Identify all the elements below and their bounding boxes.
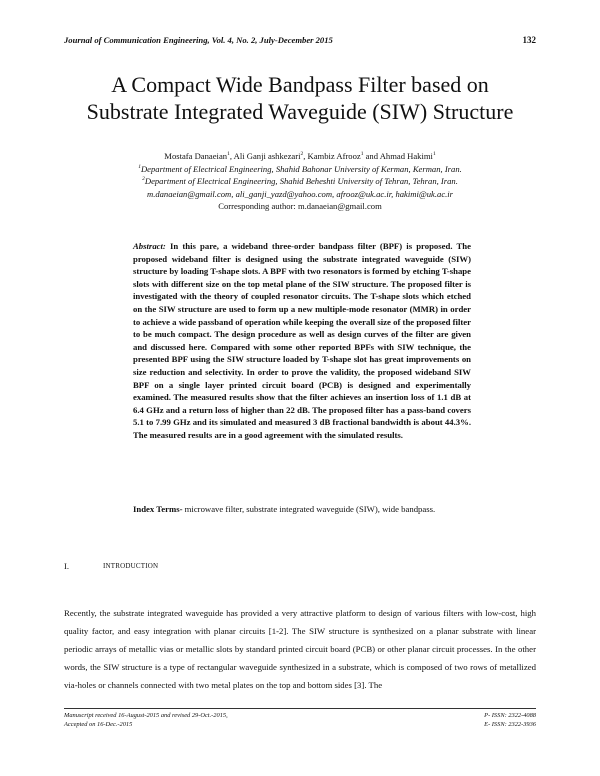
index-terms-text: microwave filter, substrate integrated waveguide (SIW), wide bandpass.: [182, 504, 436, 514]
author-1-affil: 1: [227, 151, 230, 158]
author-emails: m.danaeian@gmail.com, ali_ganji_yazd@yahoo.com, afrooz@uk.ac.ir, hakimi@uk.ac.ir: [146, 188, 454, 199]
journal-header: Journal of Communication Engineering, Vol. 4, No. 2, July-December 2015: [64, 35, 333, 45]
author-list: [40, 150, 560, 163]
index-terms-label: Index Terms-: [133, 504, 183, 514]
index-terms: [133, 503, 471, 516]
title-line-2: Substrate Integrated Waveguide (SIW) Structure: [86, 99, 514, 124]
accepted-date: Accepted on 16-Dec.-2015: [64, 721, 133, 728]
author-3-affil: 1: [360, 151, 364, 158]
manuscript-dates: [64, 711, 228, 729]
author-2: , Ali Ganji ashkezari: [229, 151, 301, 161]
received-date: Manuscript received 16-August-2015 and revised 29-Oct.-2015,: [64, 712, 228, 719]
author-4: and Ahmad Hakimi: [363, 151, 433, 161]
issn-block: [484, 711, 536, 729]
abstract: [133, 240, 471, 442]
introduction-paragraph: Recently, the substrate integrated waveguide has provided a very attractive platform to design of various filters with low-cost, high quality factor, and easy integration with planar circuits [1-2]. The SIW structure is synthesized on a planar substrate with linear periodic arrays of metallic vias or metallic slots by standard printed circuit board (PCB) or other planar circuit processes. In the other words, the SIW structure is a type of rectangular waveguide synthesized in a substrate, which is composed of two rows of metallized via-holes or channels connected with two metal plates on the top and bottom sides [3]. The: [64, 608, 536, 691]
affiliation-1-num: 1: [138, 163, 141, 170]
author-1: Mostafa Danaeian: [164, 151, 228, 161]
section-title: INTRODUCTION: [103, 562, 159, 570]
paper-title: [40, 71, 560, 125]
affiliation-2-text: Department of Electrical Engineering, Shahid Beheshti University of Tehran, Tehran, Iran.: [144, 176, 458, 186]
affiliation-1-text: Department of Electrical Engineering, Shahid Bahonar University of Kerman, Kerman, Iran.: [140, 163, 462, 174]
affiliation-1: [40, 163, 560, 176]
electronic-issn: E- ISSN: 2322-3936: [484, 721, 536, 728]
section-number: I.: [64, 561, 70, 571]
abstract-label: Abstract:: [133, 241, 166, 251]
affiliation-2: [40, 175, 560, 188]
author-2-affil: 2: [300, 151, 304, 158]
abstract-text: In this pare, a wideband three-order bandpass filter (BPF) is proposed. The proposed wideband filter is designed using the substrate integrated waveguide (SIW) structure by loading T-shape slots. A BPF with two resonators is formed by etching T-shape slots with different size on the top metal plane of the SIW structure. The proposed filter is investigated with the theory of coupled resonator circuits. The T-shape slots which etched on the SIW structure are used to form up a new multiple-mode resonator (MMR) in order to achieve a wide passband of operation while keeping the overall size of the proposed filter to be much compact. The design procedure as well as design curves of the filter are given and discussed here. Compared with some other reported BPFs with SIW technique, the presented BPF using the SIW structure loaded by T-shape slot has great improvements on size reduction and selectivity. In order to prove the validity, the proposed wideband SIW BPF on a single layer printed circuit board (PCB) is designed and experimentally examined. The measured results show that the filter achieves an insertion loss of 1.1 dB at 6.4 GHz and a return loss of higher than 22 dB. The proposed filter has a pass-band covers 5.1 to 7.99 GHz and its simulated and measured 3 dB fractional bandwidth is about 44.3%. The measured results are in a good agreement with the simulated results.: [133, 241, 471, 440]
corresponding-author: Corresponding author: m.danaeian@gmail.com: [218, 201, 382, 211]
affiliation-2-num: 2: [142, 176, 145, 183]
author-3: , Kambiz Afrooz: [303, 151, 361, 161]
author-4-affil: 1: [432, 151, 436, 158]
title-line-1: A Compact Wide Bandpass Filter based on: [111, 72, 489, 97]
footer-rule: [64, 708, 536, 709]
print-issn: P- ISSN: 2322-4088: [484, 712, 536, 719]
page-number: 132: [522, 35, 536, 45]
author-block: [40, 150, 560, 213]
